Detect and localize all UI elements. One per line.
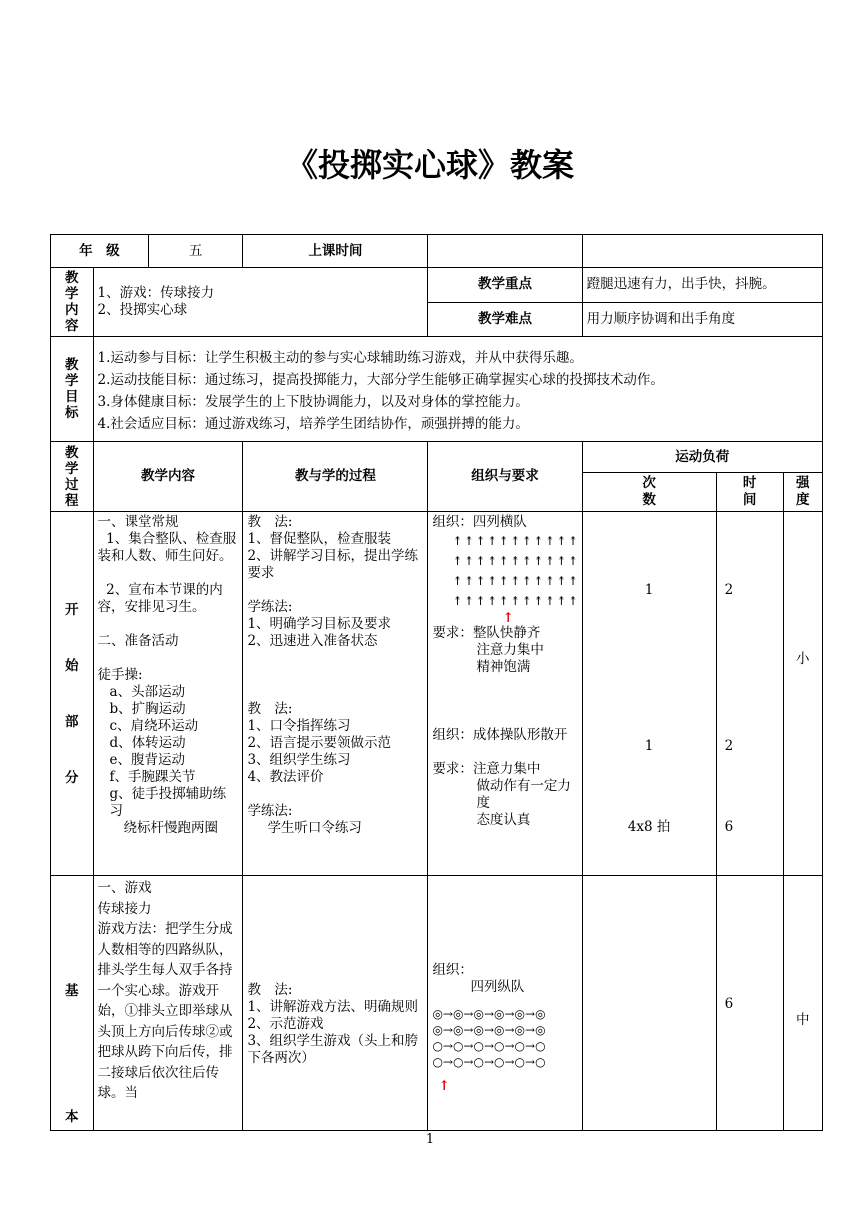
key-point-label: 教学重点 <box>428 268 582 303</box>
grade-label: 年 级 <box>51 235 149 268</box>
col-org-header: 组织与要求 <box>428 442 582 512</box>
col-times-header: 次 数 <box>582 473 716 512</box>
goal-item: 1.运动参与目标：让学生积极主动的参与实心球辅助练习游戏，并从中获得乐趣。 <box>97 350 583 366</box>
difficulty-label: 教学难点 <box>428 302 582 337</box>
col-load-header: 运动负荷 <box>582 442 822 473</box>
formation-row: ○→○→○→○→○→○ <box>432 1039 546 1053</box>
basic-intensity: 中 <box>783 876 822 1131</box>
col-content-header: 教学内容 <box>93 442 243 512</box>
start-duration: 2 2 6 <box>716 512 783 876</box>
start-section-label: 开 始 部 分 <box>51 512 94 876</box>
content-row-label: 教 学 内 容 <box>51 268 94 337</box>
goals-list <box>93 337 822 442</box>
teacher-arrow-icon: ↑ <box>502 610 514 626</box>
formation-row: ↟↟↟↟↟↟↟↟↟↟↟ <box>452 554 580 568</box>
basic-process: 教 法: 1、讲解游戏方法、明确规则 2、示范游戏 3、组织学生游戏（头上和胯下各两次） <box>243 876 428 1131</box>
formation-row: ↟↟↟↟↟↟↟↟↟↟↟ <box>452 574 580 588</box>
page-number: 1 <box>425 1132 435 1147</box>
difficulty-value: 用力顺序协调和出手角度 <box>582 302 822 337</box>
class-time-value <box>428 235 582 268</box>
start-content: 一、课堂常规 1、集合整队、检查服装和人数、师生问好。 2、宣布本节课的内容，安排见习生。 二、准备活动 徒手操: a、头部运动 b、扩胸运动 c、肩绕环运动 d、体转运动 e、腹背运动 f、手腕踝关节 g、徒手投掷辅助练习 绕标杆慢跑两圈 <box>93 512 243 876</box>
class-time-label: 上课时间 <box>243 235 428 268</box>
page-title: 《投掷实心球》教案 <box>285 146 574 184</box>
start-process: 教 法: 1、督促整队，检查服装 2、讲解学习目标，提出学练要求 学练法: 1、明确学习目标及要求 2、迅速进入准备状态 教 法: 1、口令指挥练习 2、语言提示要领做示范 3、组织学生练习 4、教法评价 学练法: 学生听口令练习 <box>243 512 428 876</box>
col-duration-header: 时 间 <box>716 473 783 512</box>
lesson-plan-table <box>50 234 823 1131</box>
basic-duration: 6 <box>716 876 783 1131</box>
col-process-header: 教与学的过程 <box>243 442 428 512</box>
content-item: 2、投掷实心球 <box>97 302 188 318</box>
formation-row: ○→○→○→○→○→○ <box>432 1055 546 1069</box>
goal-item: 4.社会适应目标：通过游戏练习，培养学生团结协作，顽强拼搏的能力。 <box>97 416 529 432</box>
grade-value: 五 <box>148 235 243 268</box>
process-label: 教 学 过 程 <box>51 442 94 512</box>
goal-item: 3.身体健康目标：发展学生的上下肢协调能力，以及对身体的掌控能力。 <box>97 394 529 410</box>
basic-content: 一、游戏 传球接力 游戏方法：把学生分成人数相等的四路纵队，排头学生每人双手各持一个实心球。游戏开始，①排头立即举球从头顶上方向后传球②或把球从跨下向后传，排二接球后依次往后传球。当 <box>93 876 243 1131</box>
start-intensity: 小 <box>783 512 822 876</box>
formation-row: ↟↟↟↟↟↟↟↟↟↟↟ <box>452 534 580 548</box>
col-intensity-header: 强 度 <box>783 473 822 512</box>
header-row <box>51 235 823 268</box>
formation-row: ◎→◎→◎→◎→◎→◎ <box>432 1023 546 1037</box>
header-extra-cell <box>582 235 822 268</box>
goal-item: 2.运动技能目标：通过练习，提高投掷能力，大部分学生能够正确掌握实心球的投掷技术动作。 <box>97 372 664 388</box>
start-times: 1 1 4x8 拍 <box>582 512 716 876</box>
content-item: 1、游戏：传球接力 <box>97 285 215 301</box>
basic-organization: 组织： 四列纵队 ◎→◎→◎→◎→◎→◎ ◎→◎→◎→◎→◎→◎ ○→○→○→○→○→○ ○→○→○→○→○→○ ↑ <box>428 876 582 1131</box>
content-items <box>93 268 428 337</box>
teacher-arrow-icon: ↑ <box>438 1078 450 1094</box>
key-point-value: 蹬腿迅速有力，出手快，抖腕。 <box>582 268 822 303</box>
formation-row: ↟↟↟↟↟↟↟↟↟↟↟ <box>452 594 580 608</box>
formation-row: ◎→◎→◎→◎→◎→◎ <box>432 1007 546 1021</box>
goals-label: 教 学 目 标 <box>51 337 94 442</box>
basic-section-label: 基 本 <box>51 876 94 1131</box>
start-organization: 组织：四列横队 ↟↟↟↟↟↟↟↟↟↟↟ ↟↟↟↟↟↟↟↟↟↟↟ ↟↟↟↟↟↟↟↟↟↟↟ ↟↟↟↟↟↟↟↟↟↟↟ ↑ 要求：整队快静齐 注意力集中 精神饱满 组织：成体操队形散开 要求：注意力集中 做动作有一定力度 态度认真 <box>428 512 582 876</box>
basic-times <box>582 876 716 1131</box>
